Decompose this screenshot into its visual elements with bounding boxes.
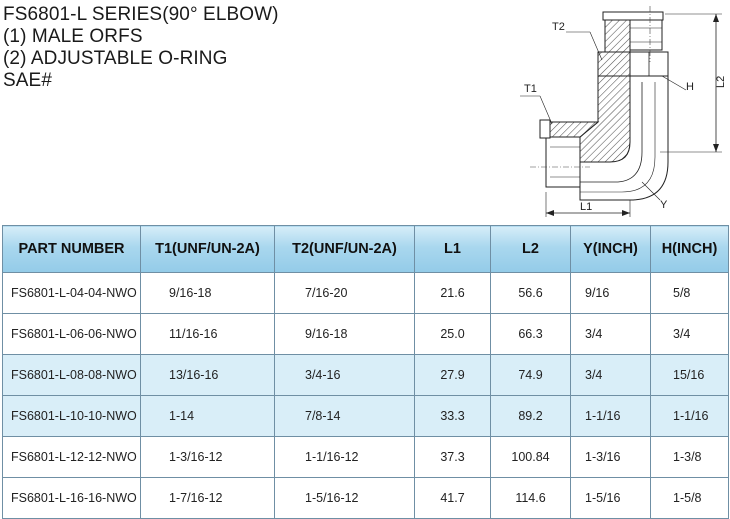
y-label: Y [660,199,668,211]
orfs-thread [630,20,662,50]
cell-part-number: FS6801-L-10-10-NWO [3,396,141,437]
cell-part-number: FS6801-L-12-12-NWO [3,437,141,478]
l1-label: L1 [580,201,593,213]
cell-t1: 11/16-16 [141,314,275,355]
col-header-l2: L2 [491,226,571,273]
cell-l2: 74.9 [491,355,571,396]
col-header-h: H(INCH) [651,226,729,273]
cell-part-number: FS6801-L-08-08-NWO [3,355,141,396]
cell-h: 5/8 [651,273,729,314]
specification-table [2,225,729,519]
cell-h: 1-3/8 [651,437,729,478]
t2-label: T2 [552,21,565,33]
col-header-l1: L1 [415,226,491,273]
cell-l1: 33.3 [415,396,491,437]
table-row [3,478,729,519]
cell-t2: 1-1/16-12 [275,437,415,478]
cell-h: 1-5/8 [651,478,729,519]
heading-block [3,4,279,92]
cell-t2: 7/16-20 [275,273,415,314]
cell-l1: 37.3 [415,437,491,478]
series-title: FS6801-L SERIES(90° ELBOW) [3,4,279,25]
table-header-row [3,226,729,273]
cell-l2: 114.6 [491,478,571,519]
feature-adjustable-o-ring: (2) ADJUSTABLE O-RING [3,48,228,69]
t1-label: T1 [524,83,537,95]
table-row [3,314,729,355]
o-ring-thread [546,137,580,187]
cell-t1: 13/16-16 [141,355,275,396]
cell-t2: 1-5/16-12 [275,478,415,519]
cell-l1: 41.7 [415,478,491,519]
l2-label: L2 [715,75,727,88]
elbow-body [580,76,630,162]
table-row [3,396,729,437]
cell-y: 9/16 [571,273,651,314]
sae-label: SAE# [3,70,52,91]
cell-t2: 7/8-14 [275,396,415,437]
cell-part-number: FS6801-L-04-04-NWO [3,273,141,314]
cell-t1: 1-7/16-12 [141,478,275,519]
table-row [3,437,729,478]
elbow-fitting-drawing [510,2,730,222]
cell-y: 3/4 [571,355,651,396]
cell-l2: 66.3 [491,314,571,355]
cell-t2: 9/16-18 [275,314,415,355]
cell-t1: 1-3/16-12 [141,437,275,478]
cell-l1: 27.9 [415,355,491,396]
table-row [3,273,729,314]
cell-y: 1-1/16 [571,396,651,437]
cell-part-number: FS6801-L-06-06-NWO [3,314,141,355]
h-label: H [686,81,694,93]
cell-l1: 25.0 [415,314,491,355]
col-header-y: Y(INCH) [571,226,651,273]
cell-y: 3/4 [571,314,651,355]
feature-male-orfs: (1) MALE ORFS [3,26,143,47]
cell-t1: 1-14 [141,396,275,437]
cell-h: 3/4 [651,314,729,355]
table-row [3,355,729,396]
col-header-t2: T2(UNF/UN-2A) [275,226,415,273]
cell-h: 1-1/16 [651,396,729,437]
cell-l1: 21.6 [415,273,491,314]
cell-part-number: FS6801-L-16-16-NWO [3,478,141,519]
cell-t2: 3/4-16 [275,355,415,396]
cell-t1: 9/16-18 [141,273,275,314]
cell-y: 1-3/16 [571,437,651,478]
cell-h: 15/16 [651,355,729,396]
cell-l2: 56.6 [491,273,571,314]
cell-l2: 89.2 [491,396,571,437]
orfs-face [603,12,663,20]
col-header-part-number: PART NUMBER [3,226,141,273]
col-header-t1: T1(UNF/UN-2A) [141,226,275,273]
cell-y: 1-5/16 [571,478,651,519]
cell-l2: 100.84 [491,437,571,478]
